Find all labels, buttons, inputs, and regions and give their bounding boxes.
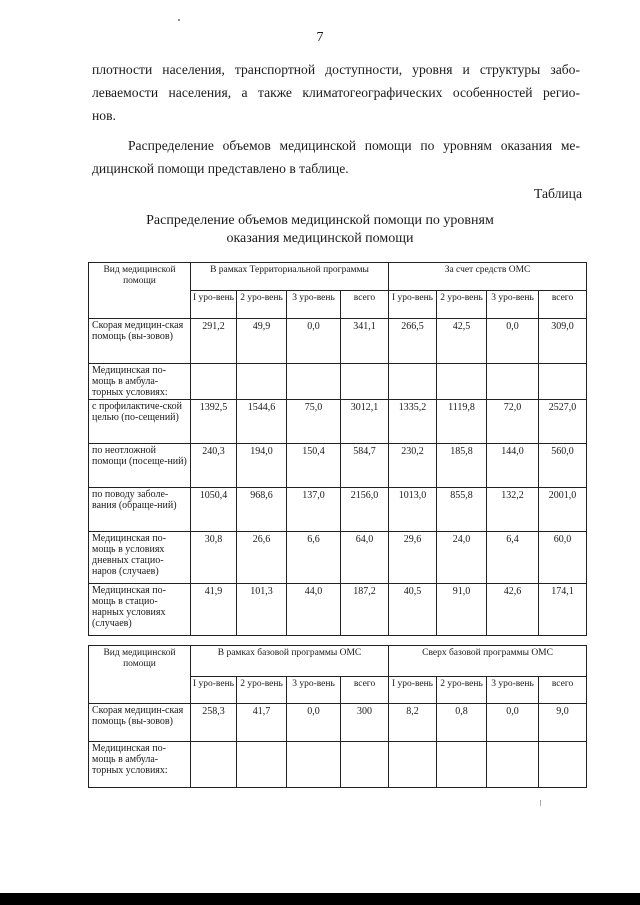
value-cell	[191, 364, 237, 400]
table-caption: Таблица	[534, 186, 582, 201]
subheader-level: 3 уро-вень	[487, 291, 539, 319]
value-cell: 0,0	[487, 319, 539, 364]
text-line: леваемости населения, а также климатогеографических особенностей регио-	[92, 85, 580, 100]
table-row	[89, 532, 587, 584]
value-cell: 49,9	[237, 319, 287, 364]
volumes-table-territorial	[88, 262, 587, 636]
value-cell: 42,5	[437, 319, 487, 364]
value-cell	[487, 742, 539, 788]
table-title	[0, 212, 640, 248]
paragraph-distribution	[92, 134, 580, 180]
header-kind: Вид медицинской помощи	[89, 263, 191, 319]
value-cell: 9,0	[539, 704, 587, 742]
paragraph-continuation	[92, 58, 580, 127]
table-row	[89, 400, 587, 444]
value-cell: 3012,1	[341, 400, 389, 444]
table-row	[89, 488, 587, 532]
text-line: нов.	[92, 108, 116, 123]
value-cell: 2156,0	[341, 488, 389, 532]
value-cell: 291,2	[191, 319, 237, 364]
table-title-line: Распределение объемов медицинской помощи по уровням	[146, 213, 494, 228]
row-label: по поводу заболе-вания (обращe-ний)	[89, 488, 191, 532]
value-cell: 1119,8	[437, 400, 487, 444]
value-cell: 91,0	[437, 584, 487, 636]
value-cell	[539, 742, 587, 788]
scan-bottom-border	[0, 893, 640, 905]
table-row	[89, 319, 587, 364]
value-cell: 132,2	[487, 488, 539, 532]
subheader-level: всего	[539, 291, 587, 319]
value-cell: 341,1	[341, 319, 389, 364]
value-cell: 6,6	[287, 532, 341, 584]
scan-mark	[540, 800, 541, 806]
value-cell	[237, 742, 287, 788]
row-label: Скорая медицин-ская помощь (вы-зовов)	[89, 704, 191, 742]
row-label: Скорая медицин-ская помощь (вы-зовов)	[89, 319, 191, 364]
table-row	[89, 364, 587, 400]
value-cell	[341, 742, 389, 788]
value-cell: 72,0	[487, 400, 539, 444]
value-cell: 1335,2	[389, 400, 437, 444]
text-line: Распределение объемов медицинской помощи по уровням оказания ме-	[128, 138, 580, 153]
value-cell: 174,1	[539, 584, 587, 636]
subheader-level: I уро-вень	[191, 291, 237, 319]
value-cell: 240,3	[191, 444, 237, 488]
value-cell: 40,5	[389, 584, 437, 636]
value-cell: 855,8	[437, 488, 487, 532]
value-cell: 64,0	[341, 532, 389, 584]
value-cell	[191, 742, 237, 788]
value-cell: 150,4	[287, 444, 341, 488]
value-cell	[437, 364, 487, 400]
subheader-level: всего	[539, 677, 587, 704]
value-cell: 1050,4	[191, 488, 237, 532]
value-cell: 230,2	[389, 444, 437, 488]
value-cell: 2001,0	[539, 488, 587, 532]
value-cell: 75,0	[287, 400, 341, 444]
row-label: с профилактиче-ской целью (по-сещений)	[89, 400, 191, 444]
value-cell: 258,3	[191, 704, 237, 742]
value-cell: 6,4	[487, 532, 539, 584]
volumes-table-basic-oms	[88, 645, 587, 788]
text-line: плотности населения, транспортной доступности, уровня и структуры забо-	[92, 62, 580, 77]
value-cell: 60,0	[539, 532, 587, 584]
row-label: Медицинская по-мощь в амбула-торных условиях:	[89, 364, 191, 400]
row-label: Медицинская по-мощь в стацио-нарных условиях (случаев)	[89, 584, 191, 636]
subheader-level: 3 уро-вень	[287, 677, 341, 704]
value-cell: 101,3	[237, 584, 287, 636]
value-cell	[487, 364, 539, 400]
subheader-level: 2 уро-вень	[237, 677, 287, 704]
subheader-level: 3 уро-вень	[487, 677, 539, 704]
subheader-level: 2 уро-вень	[237, 291, 287, 319]
value-cell: 144,0	[487, 444, 539, 488]
value-cell	[389, 742, 437, 788]
row-label: по неотложной помощи (посеще-ний)	[89, 444, 191, 488]
value-cell: 560,0	[539, 444, 587, 488]
value-cell: 584,7	[341, 444, 389, 488]
subheader-level: всего	[341, 677, 389, 704]
subheader-level: I уро-вень	[191, 677, 237, 704]
scan-dot	[178, 19, 180, 21]
value-cell: 0,8	[437, 704, 487, 742]
header-group-oms: За счет средств ОМС	[389, 263, 587, 291]
value-cell: 266,5	[389, 319, 437, 364]
subheader-level: 2 уро-вень	[437, 291, 487, 319]
value-cell: 26,6	[237, 532, 287, 584]
value-cell	[437, 742, 487, 788]
value-cell: 29,6	[389, 532, 437, 584]
value-cell	[341, 364, 389, 400]
table-row	[89, 584, 587, 636]
value-cell	[539, 364, 587, 400]
value-cell: 300	[341, 704, 389, 742]
subheader-level: I уро-вень	[389, 677, 437, 704]
value-cell	[287, 364, 341, 400]
value-cell	[237, 364, 287, 400]
header-group-basic: В рамках базовой программы ОМС	[191, 646, 389, 677]
value-cell: 44,0	[287, 584, 341, 636]
value-cell: 30,8	[191, 532, 237, 584]
value-cell: 42,6	[487, 584, 539, 636]
value-cell: 24,0	[437, 532, 487, 584]
value-cell: 968,6	[237, 488, 287, 532]
row-label: Медицинская по-мощь в амбула-торных условиях:	[89, 742, 191, 788]
table-row	[89, 444, 587, 488]
value-cell: 0,0	[287, 704, 341, 742]
header-kind: Вид медицинской помощи	[89, 646, 191, 704]
value-cell: 185,8	[437, 444, 487, 488]
text-line: дицинской помощи представлено в таблице.	[92, 161, 349, 176]
value-cell: 1013,0	[389, 488, 437, 532]
value-cell: 41,9	[191, 584, 237, 636]
row-label: Медицинская по-мощь в условиях дневных стацио-наров (случаев)	[89, 532, 191, 584]
value-cell: 1544,6	[237, 400, 287, 444]
value-cell	[389, 364, 437, 400]
value-cell: 0,0	[287, 319, 341, 364]
value-cell: 8,2	[389, 704, 437, 742]
table-title-line: оказания медицинской помощи	[226, 231, 414, 246]
value-cell: 137,0	[287, 488, 341, 532]
header-group-territorial: В рамках Территориальной программы	[191, 263, 389, 291]
value-cell: 194,0	[237, 444, 287, 488]
table-row	[89, 704, 587, 742]
subheader-level: 2 уро-вень	[437, 677, 487, 704]
value-cell: 1392,5	[191, 400, 237, 444]
page-number: 7	[316, 30, 324, 45]
subheader-level: всего	[341, 291, 389, 319]
subheader-level: I уро-вень	[389, 291, 437, 319]
table-row	[89, 742, 587, 788]
subheader-level: 3 уро-вень	[287, 291, 341, 319]
header-group-above-basic: Сверх базовой программы ОМС	[389, 646, 587, 677]
value-cell	[287, 742, 341, 788]
value-cell: 41,7	[237, 704, 287, 742]
value-cell: 0,0	[487, 704, 539, 742]
value-cell: 187,2	[341, 584, 389, 636]
value-cell: 2527,0	[539, 400, 587, 444]
value-cell: 309,0	[539, 319, 587, 364]
